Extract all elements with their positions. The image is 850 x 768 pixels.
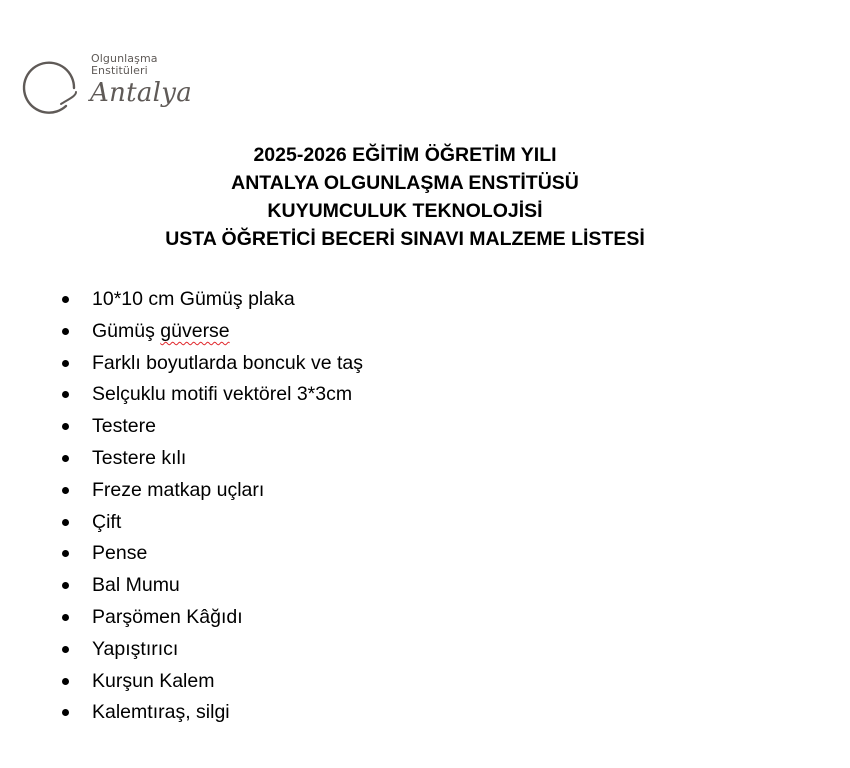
list-item <box>58 697 363 729</box>
list-item-text: Çift <box>92 510 122 533</box>
list-item-text: Parşömen Kâğıdı <box>92 605 243 628</box>
list-item <box>58 284 363 316</box>
list-item <box>58 570 363 602</box>
list-item-text: Yapıştırıcı <box>92 637 179 660</box>
heading-line-4: USTA ÖĞRETİCİ BECERİ SINAVI MALZEME LİSTESİ <box>165 228 645 250</box>
logo-mark-icon <box>14 52 80 118</box>
list-item-text: Pense <box>92 542 148 565</box>
material-list <box>58 284 363 729</box>
institution-logo <box>14 50 214 116</box>
list-item-text: Testere <box>92 415 156 438</box>
heading-line-3: KUYUMCULUK TEKNOLOJİSİ <box>267 200 543 222</box>
list-item-text: Testere kılı <box>92 446 187 469</box>
list-item <box>58 379 363 411</box>
list-item-text: 10*10 cm Gümüş plaka <box>92 288 295 310</box>
list-item-text: Gümüş <box>92 319 155 342</box>
list-item-text: Farklı boyutlarda boncuk ve taş <box>92 351 363 374</box>
list-item <box>58 316 363 348</box>
spellcheck-flagged-word: güverse <box>160 319 230 342</box>
list-item-text: Kalemtıraş, silgi <box>92 701 230 724</box>
list-item-text: Bal Mumu <box>92 574 180 597</box>
heading-line-2: ANTALYA OLGUNLAŞMA ENSTİTÜSÜ <box>231 172 579 194</box>
list-item <box>58 411 363 443</box>
list-item <box>58 634 363 666</box>
logo-text-line1: Olgunlaşma <box>91 52 158 65</box>
document-heading <box>0 141 810 253</box>
list-item <box>58 602 363 634</box>
list-item <box>58 666 363 698</box>
list-item <box>58 538 363 570</box>
list-item <box>58 443 363 475</box>
list-item <box>58 507 363 539</box>
logo-city-name: Antalya <box>90 78 193 108</box>
list-item-text: Selçuklu motifi vektörel 3*3cm <box>92 383 353 406</box>
list-item <box>58 348 363 380</box>
list-item-text: Freze matkap uçları <box>92 478 265 501</box>
list-item <box>58 475 363 507</box>
heading-line-1: 2025-2026 EĞİTİM ÖĞRETİM YILI <box>253 144 557 166</box>
list-item-text: Kurşun Kalem <box>92 669 215 692</box>
logo-text-line2: Enstitüleri <box>91 64 148 77</box>
